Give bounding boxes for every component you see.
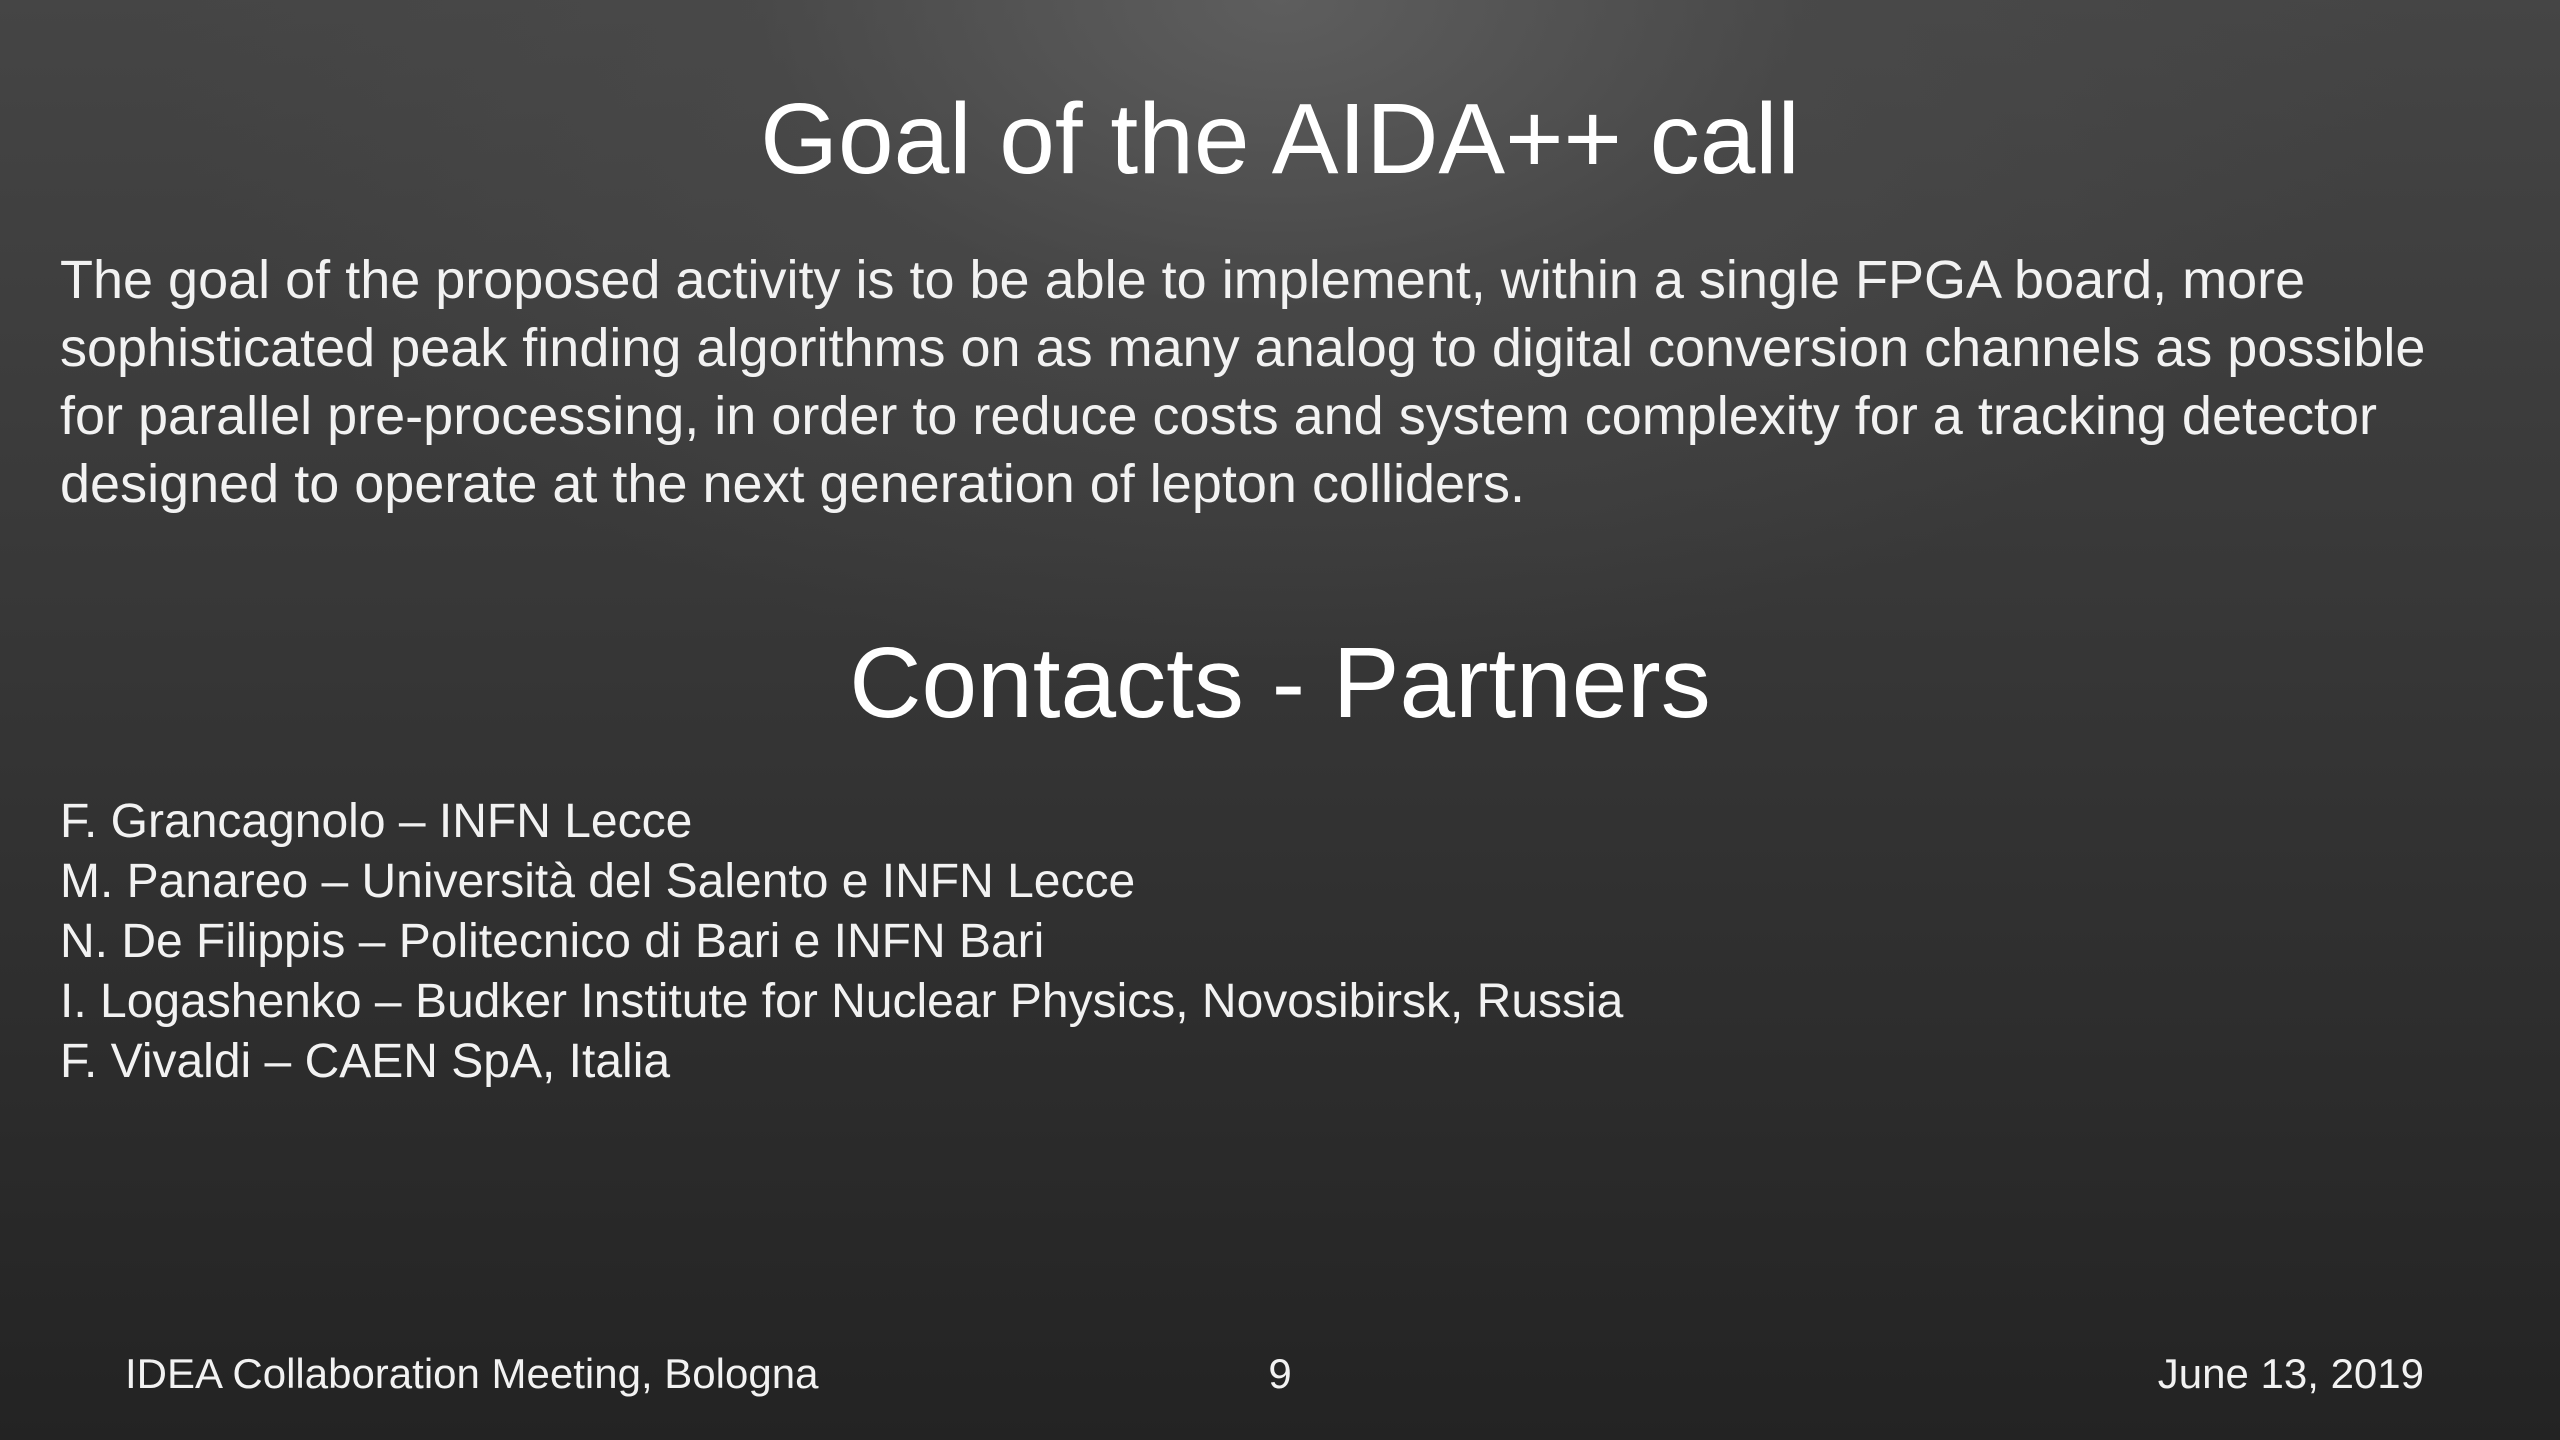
goal-title: Goal of the AIDA++ call [760, 83, 1800, 195]
footer-page-number: 9 [1268, 1350, 1292, 1397]
contact-item: F. Vivaldi – CAEN SpA, Italia [60, 1035, 671, 1088]
contacts-list [60, 792, 2260, 1092]
goal-paragraph: The goal of the proposed activity is to be able to implement, within a single FPGA board, more sophisticated peak finding algorithms on as many analog to digital conversion channels as possible for parallel pre-processing, in order to reduce costs and system complexity for a tracking detector designed to operate at the next generation of lepton colliders. [60, 250, 2426, 514]
footer-event: IDEA Collaboration Meeting, Bologna [125, 1350, 819, 1397]
contact-item: M. Panareo – Università del Salento e INFN Lecce [60, 855, 1136, 908]
contact-item: F. Grancagnolo – INFN Lecce [60, 795, 693, 848]
contact-item: I. Logashenko – Budker Institute for Nuclear Physics, Novosibirsk, Russia [60, 975, 1624, 1028]
contacts-title: Contacts - Partners [849, 627, 1711, 739]
contact-item: N. De Filippis – Politecnico di Bari e INFN Bari [60, 915, 1045, 968]
footer-date: June 13, 2019 [2157, 1350, 2424, 1397]
